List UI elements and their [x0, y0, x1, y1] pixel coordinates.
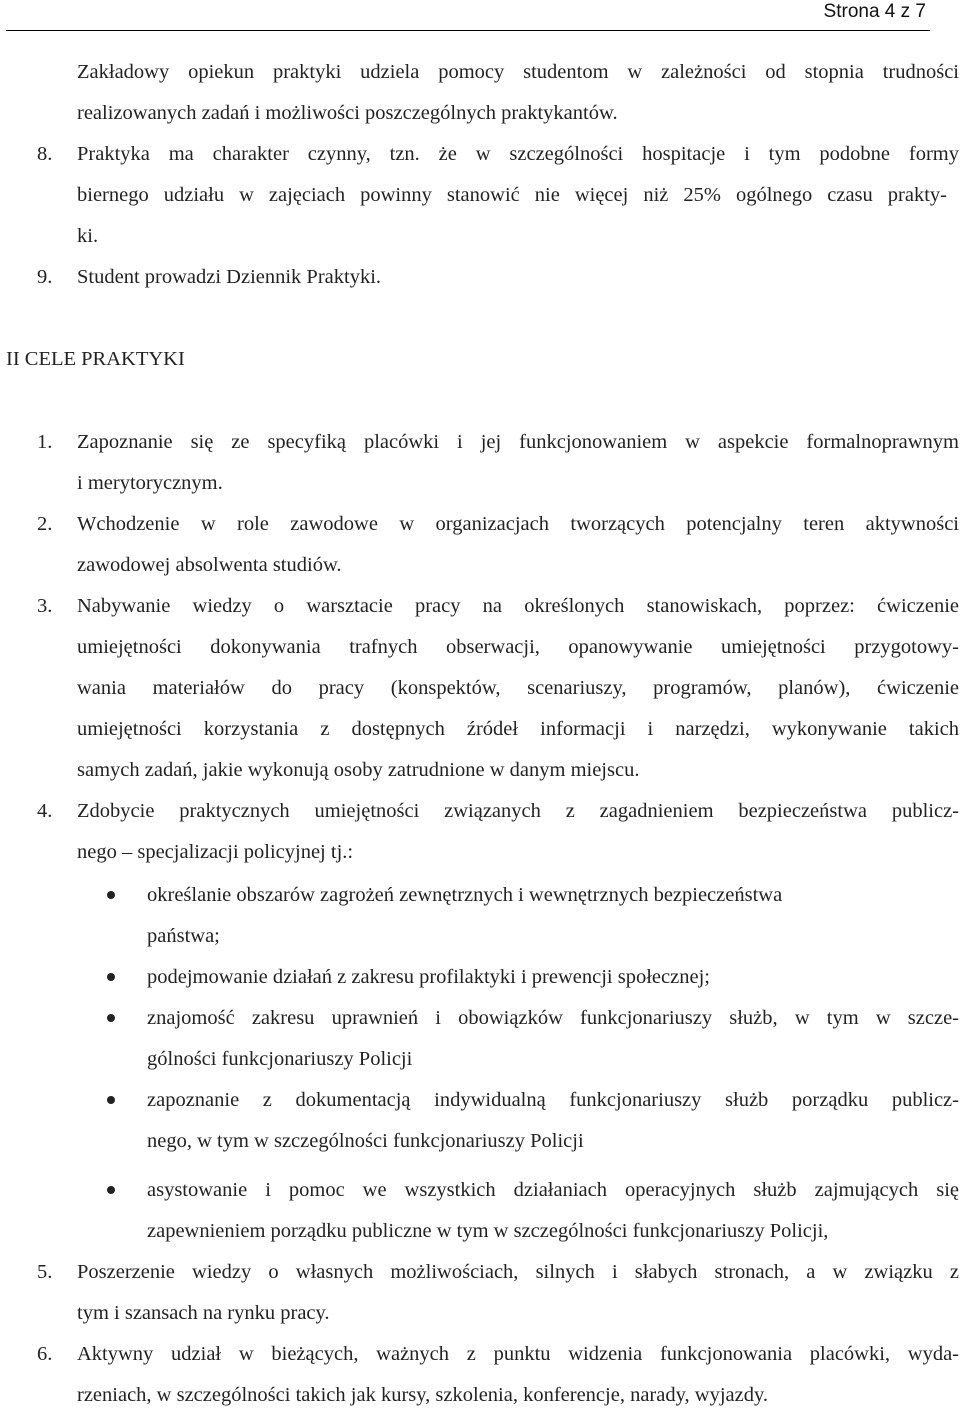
goal-6-line-1: Aktywny udział w bieżących, ważnych z punktu widzenia funkcjonowania placówki, wyda-: [77, 1343, 959, 1365]
intro-line-1: Zakładowy opiekun praktyki udziela pomocy studentom w zależności od stopnia trudności: [77, 61, 959, 83]
bullet-dot: [107, 973, 115, 981]
goal-3-line-5: samych zadań, jakie wykonują osoby zatrudnione w danym miejscu.: [77, 759, 640, 781]
item-8-line-2: biernego udziału w zajęciach powinny stanowić nie więcej niż 25% ogólnego czasu prakty-: [77, 184, 947, 206]
bullet-dot: [107, 1014, 115, 1022]
bullet-4-line-1: zapoznanie z dokumentacją indywidualną funkcjonariuszy służb porządku publicz-: [147, 1089, 959, 1111]
bullet-dot: [107, 891, 115, 899]
goal-2-line-1: Wchodzenie w role zawodowe w organizacjach tworzących potencjalny teren aktywności: [77, 513, 959, 535]
item-8-number: 8.: [37, 143, 53, 165]
goal-6-number: 6.: [37, 1343, 53, 1365]
goal-3-line-1: Nabywanie wiedzy o warsztacie pracy na określonych stanowiskach, poprzez: ćwiczenie: [77, 595, 959, 617]
goal-2-line-2: zawodowej absolwenta studiów.: [77, 554, 342, 576]
bullet-4-line-2: nego, w tym w szczególności funkcjonariuszy Policji: [147, 1130, 584, 1152]
goal-2-number: 2.: [37, 513, 53, 535]
bullet-dot: [107, 1186, 115, 1194]
goal-5-number: 5.: [37, 1261, 53, 1283]
item-8-line-1: Praktyka ma charakter czynny, tzn. że w szczególności hospitacje i tym podobne formy: [77, 143, 959, 165]
bullet-5-line-1: asystowanie i pomoc we wszystkich działaniach operacyjnych służb zajmujących się: [147, 1179, 959, 1201]
bullet-1-line-2: państwa;: [147, 925, 220, 947]
intro-line-2: realizowanych zadań i możliwości poszczególnych praktykantów.: [77, 102, 618, 124]
bullet-1-line-1: określanie obszarów zagrożeń zewnętrznych i wewnętrznych bezpieczeństwa: [147, 884, 783, 906]
goal-1-number: 1.: [37, 431, 53, 453]
item-9-line-1: Student prowadzi Dziennik Praktyki.: [77, 266, 382, 288]
bullet-2-line-1: podejmowanie działań z zakresu profilaktyki i prewencji społecznej;: [147, 966, 710, 988]
item-9-number: 9.: [37, 266, 53, 288]
section-heading: II CELE PRAKTYKI: [6, 348, 185, 370]
goal-1-line-1: Zapoznanie się ze specyfiką placówki i jej funkcjonowaniem w aspekcie formalnoprawnym: [77, 431, 959, 453]
goal-3-line-2: umiejętności dokonywania trafnych obserwacji, opanowywanie umiejętności przygotowy-: [77, 636, 959, 658]
item-8-line-3: ki.: [77, 225, 99, 247]
goal-6-line-2: rzeniach, w szczególności takich jak kursy, szkolenia, konferencje, narady, wyjazdy.: [77, 1384, 769, 1406]
goal-5-line-1: Poszerzenie wiedzy o własnych możliwościach, silnych i słabych stronach, a w związku z: [77, 1261, 959, 1283]
goal-1-line-2: i merytorycznym.: [77, 472, 223, 494]
bullet-dot: [107, 1096, 115, 1104]
goal-4-line-1: Zdobycie praktycznych umiejętności związanych z zagadnieniem bezpieczeństwa publicz-: [77, 800, 959, 822]
bullet-3-line-1: znajomość zakresu uprawnień i obowiązków funkcjonariuszy służb, w tym w szcze-: [147, 1007, 959, 1029]
page-number: Strona 4 z 7: [823, 1, 926, 22]
bullet-3-line-2: gólności funkcjonariuszy Policji: [147, 1048, 413, 1070]
goal-3-line-4: umiejętności korzystania z dostępnych źródeł informacji i narzędzi, wykonywanie takich: [77, 718, 959, 740]
goal-5-line-2: tym i szansach na rynku pracy.: [77, 1302, 330, 1324]
goal-4-number: 4.: [37, 800, 53, 822]
goal-4-line-2: nego – specjalizacji policyjnej tj.:: [77, 841, 354, 863]
bullet-5-line-2: zapewnieniem porządku publiczne w tym w szczególności funkcjonariuszy Policji,: [147, 1220, 829, 1242]
goal-3-line-3: wania materiałów do pracy (konspektów, scenariuszy, programów, planów), ćwiczenie: [77, 677, 959, 699]
goal-3-number: 3.: [37, 595, 53, 617]
